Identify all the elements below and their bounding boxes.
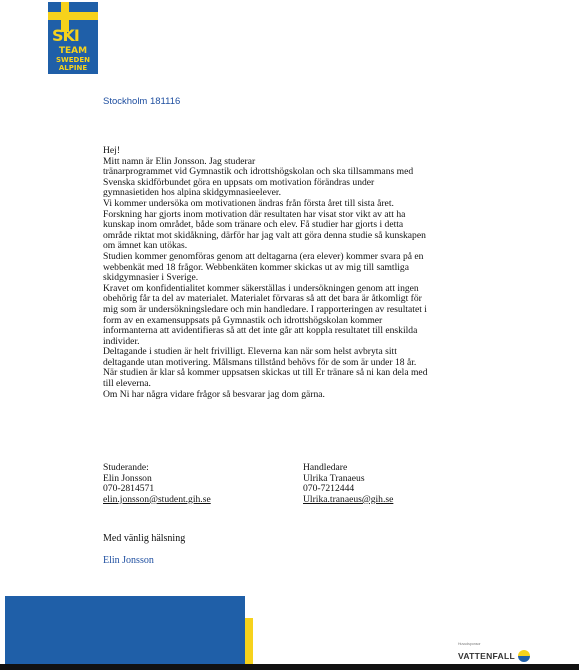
letter-line: individer. [103, 335, 140, 347]
letter-line: webbenkät med 18 frågor. Webbenkäten kommer skickas ut av mig till samtliga [103, 261, 409, 273]
student-email-link[interactable]: elin.jonsson@student.gih.se [103, 493, 211, 505]
letter-line: Deltagande i studien är helt frivilligt. Eleverna kan när som helst avbryta sitt [103, 346, 397, 358]
letter-line: kunskap inom området, både som tränare och elev. Få studier har gjorts i detta [103, 219, 404, 231]
letter-line: till eleverna. [103, 378, 151, 390]
letter-line: Studien kommer genomföras genom att deltagarna (era elever) kommer svara på en [103, 250, 424, 262]
closing-greeting: Med vänlig hälsning [103, 533, 186, 544]
logo-text-sweden: SWEDEN [56, 56, 90, 64]
bottom-edge-divider [0, 664, 579, 670]
letter-line: Forskning har gjorts inom motivation där resultaten har visat stor vikt av att ha [103, 208, 406, 220]
supervisor-contact-block [303, 463, 393, 505]
letter-line: om ämnet kan utökas. [103, 240, 188, 252]
footer-blue-block [5, 596, 245, 670]
letter-line: Kravet om konfidentialitet kommer säkerställas i undersökningen genom att ingen [103, 282, 419, 294]
logo-flag-horizontal-bar [48, 12, 98, 20]
letter-line: form av en examensuppsats på Gymnastik och idrottshögskolan kommer [103, 314, 383, 326]
letter-line: område riktat mot skidåkning, därför har jag valt att göra denna studie så kunskapen [103, 229, 426, 241]
letter-line: skidgymnasier i Sverige. [103, 272, 199, 284]
footer-yellow-strip [245, 618, 253, 670]
supervisor-name: Ulrika Tranaeus [303, 472, 365, 484]
letter-line: Svenska skidförbundet göra en uppsats om motivation förändras under [103, 176, 375, 188]
logo-text-alpine: ALPINE [58, 64, 88, 72]
vattenfall-logo-icon [518, 650, 530, 662]
sponsor-label: Huvudsponsor [458, 642, 481, 646]
letter-line: informanterna att avidentifieras så att det inte går att koppla resultatet till enskilda [103, 325, 418, 337]
ski-team-sweden-alpine-logo [48, 2, 98, 74]
letter-line: Hej! [103, 145, 121, 156]
student-role-label: Studerande: [103, 462, 149, 473]
student-contact-block [103, 463, 211, 505]
letter-body [103, 146, 503, 400]
signature-name: Elin Jonsson [103, 555, 154, 566]
letter-line: Mitt namn är Elin Jonsson. Jag studerar [103, 155, 256, 167]
supervisor-email-link[interactable]: Ulrika.tranaeus@gih.se [303, 493, 394, 505]
letter-line: Om Ni har några vidare frågor så besvarar jag dom gärna. [103, 388, 325, 400]
letter-line: deltagande utan motivering. Målsmans tillstånd behövs för de som är under 18 år. [103, 356, 417, 368]
letter-line: Vi kommer undersöka om motivationen ändras från första året till sista året. [103, 197, 394, 209]
letter-dateline: Stockholm 181116 [103, 96, 181, 107]
letter-line: mig som är undersökningsledare och min handledare. I rapporteringen av resultatet i [103, 303, 427, 315]
vattenfall-logo-text: VATTENFALL [458, 651, 515, 661]
letter-line: obehörig får ta del av materialet. Materialet förvaras så att det bara är åtkomligt för [103, 293, 422, 305]
supervisor-phone: 070-7212444 [303, 483, 355, 495]
logo-text-team: TEAM [58, 46, 88, 56]
logo-text-ski: SKI [52, 26, 79, 45]
student-phone: 070-2814571 [103, 483, 155, 495]
letter-line: När studien är klar så kommer uppsatsen skickas ut till Er tränare så ni kan dela med [103, 367, 428, 379]
supervisor-role-label: Handledare [303, 462, 348, 473]
letter-line: gymnasietiden hos alpina skidgymnasieelever. [103, 187, 281, 199]
student-name: Elin Jonsson [103, 472, 152, 484]
letter-line: tränarprogrammet vid Gymnastik och idrottshögskolan och ska tillsammans med [103, 166, 414, 178]
